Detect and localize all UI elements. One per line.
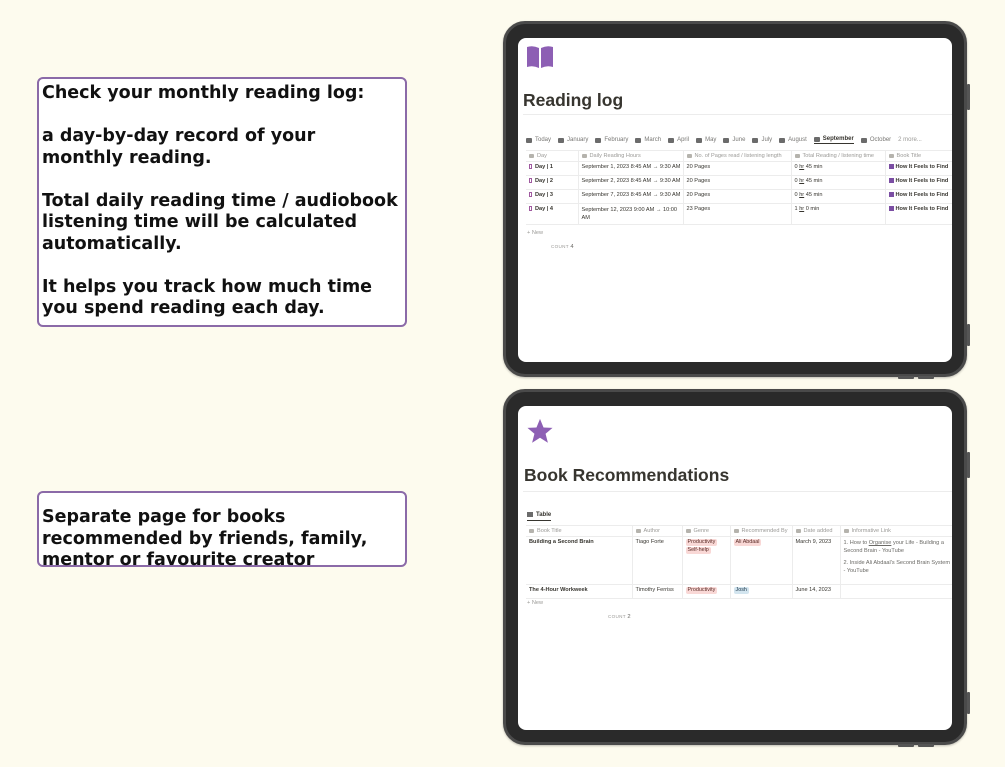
- tablet-bottom-button: [918, 744, 934, 747]
- table-row[interactable]: Building a Second Brain Tiago Forte Productivity Self-help Ali Abdaal March 9, 2023 1. How to Organise your Life - Building a Second Brain - YouTube 2. Inside Ali Abdaal's Second Brain System - YouTube: [526, 537, 952, 585]
- divider: [523, 114, 952, 115]
- tablet-side-button: [967, 692, 970, 714]
- number-icon: [687, 154, 692, 158]
- text-icon: [529, 154, 534, 158]
- tab-july[interactable]: July: [752, 136, 772, 144]
- callout-line: Total daily reading time / audiobook listening time will be calculated automatically.: [42, 190, 398, 254]
- book-icon: [889, 206, 894, 211]
- table-row[interactable]: Day | 3 September 7, 2023 8:45 AM → 9:30 AM 20 Pages 0 hr 45 min How It Feels to Find: [526, 190, 952, 204]
- table-icon: [752, 138, 758, 143]
- table-header-row: [526, 526, 952, 537]
- table-icon: [779, 138, 785, 143]
- person-tag: Josh: [735, 587, 747, 593]
- column-header-total[interactable]: Total Reading / listening time: [791, 151, 885, 162]
- tab-august[interactable]: August: [779, 136, 807, 144]
- tab-more[interactable]: 2 more...: [898, 137, 922, 143]
- tablet-bottom-button: [898, 376, 914, 379]
- tablet-side-button: [967, 324, 970, 346]
- bookmark-icon: [529, 192, 532, 197]
- count-summary: COUNT 2: [608, 614, 631, 620]
- select-icon: [734, 529, 739, 533]
- book-icon: [889, 164, 894, 169]
- column-header-pages[interactable]: No. of Pages read / listening length: [683, 151, 791, 162]
- tab-february[interactable]: February: [595, 136, 628, 144]
- bookmark-icon: [529, 164, 532, 169]
- callout-line: Check your monthly reading log:: [42, 83, 365, 103]
- bookmark-icon: [529, 178, 532, 183]
- column-header-recommended-by[interactable]: Recommended By: [730, 526, 792, 537]
- table-row[interactable]: Day | 2 September 2, 2023 8:45 AM → 9:30 AM 20 Pages 0 hr 45 min How It Feels to Find: [526, 176, 952, 190]
- book-icon: [889, 192, 894, 197]
- tablet-reading-log: [503, 21, 967, 377]
- star-icon: [525, 418, 555, 444]
- reading-log-table: [526, 150, 952, 225]
- calendar-icon: [582, 154, 587, 158]
- recommendations-callout: [37, 491, 407, 570]
- tablet-bottom-button: [918, 376, 934, 379]
- column-header-informative-link[interactable]: Informative Link: [840, 526, 952, 537]
- tab-table[interactable]: Table: [527, 512, 551, 521]
- table-icon: [814, 137, 820, 142]
- tab-today[interactable]: Today: [526, 136, 551, 144]
- table-row[interactable]: The 4-Hour Workweek Timothy Ferriss Productivity Josh June 14, 2023: [526, 585, 952, 599]
- new-row-button[interactable]: + New: [527, 600, 544, 606]
- tab-january[interactable]: January: [558, 136, 588, 144]
- table-icon: [668, 138, 674, 143]
- table-icon: [526, 138, 532, 143]
- link-entry[interactable]: 1. How to Organise your Life - Building a Second Brain - YouTube: [843, 540, 944, 554]
- person-tag: Ali Abdaal: [735, 539, 760, 545]
- column-header-author[interactable]: Author: [632, 526, 682, 537]
- genre-tag: Self-help: [687, 547, 709, 553]
- tablet-side-button: [967, 452, 970, 478]
- formula-icon: [795, 154, 800, 158]
- reading-log-callout: [37, 77, 407, 327]
- calendar-icon: [796, 529, 801, 533]
- callout-line: It helps you track how much time you spend reading each day.: [42, 276, 373, 318]
- tab-june[interactable]: June: [723, 136, 745, 144]
- notion-page-book-recommendations: [518, 406, 952, 730]
- column-header-date-added[interactable]: Date added: [792, 526, 840, 537]
- table-row[interactable]: Day | 4 September 12, 2023 9:00 AM → 10:00 AM 23 Pages 1 hr 0 min How It Feels to Find: [526, 204, 952, 225]
- tag-icon: [686, 529, 691, 533]
- page-title: Reading log: [523, 90, 624, 110]
- column-header-genre[interactable]: Genre: [682, 526, 730, 537]
- divider: [523, 491, 952, 492]
- text-icon: [529, 529, 534, 533]
- tab-september[interactable]: September: [814, 136, 854, 144]
- table-icon: [696, 138, 702, 143]
- link-icon: [844, 529, 849, 533]
- callout-line: Separate page for books recommended by friends, family, mentor or favourite creator: [42, 507, 368, 570]
- notion-page-reading-log: [518, 38, 952, 362]
- tab-october[interactable]: October: [861, 136, 891, 144]
- table-row[interactable]: Day | 1 September 1, 2023 8:45 AM → 9:30 AM 20 Pages 0 hr 45 min How It Feels to Find: [526, 162, 952, 176]
- table-icon: [527, 512, 533, 517]
- column-header-day[interactable]: Day: [526, 151, 578, 162]
- link-entry[interactable]: 2. Inside Ali Abdaal's Second Brain System - YouTube: [843, 560, 950, 574]
- book-recommendations-table: [526, 525, 952, 599]
- table-icon: [635, 138, 641, 143]
- book-icon: [889, 178, 894, 183]
- open-book-icon: [525, 44, 555, 70]
- tab-march[interactable]: March: [635, 136, 661, 144]
- page-title: Book Recommendations: [524, 465, 730, 485]
- column-header-book-title[interactable]: Book Title: [526, 526, 632, 537]
- tablet-bottom-button: [898, 744, 914, 747]
- tablet-side-button: [967, 84, 970, 110]
- pencil-icon: [636, 529, 641, 533]
- callout-line: a day-by-day record of your monthly reading.: [42, 126, 316, 168]
- tablet-book-recommendations: [503, 389, 967, 745]
- table-icon: [861, 138, 867, 143]
- genre-tag: Productivity: [687, 587, 716, 593]
- tab-may[interactable]: May: [696, 136, 716, 144]
- column-header-book[interactable]: Book Title: [885, 151, 952, 162]
- genre-tag: Productivity: [687, 539, 716, 545]
- table-icon: [558, 138, 564, 143]
- tab-april[interactable]: April: [668, 136, 689, 144]
- relation-icon: [889, 154, 894, 158]
- table-icon: [595, 138, 601, 143]
- count-summary: COUNT 4: [551, 244, 574, 250]
- new-row-button[interactable]: + New: [527, 230, 544, 236]
- table-header-row: [526, 151, 952, 162]
- table-icon: [723, 138, 729, 143]
- bookmark-icon: [529, 206, 532, 211]
- column-header-hours[interactable]: Daily Reading Hours: [578, 151, 683, 162]
- month-view-tabs: [526, 136, 922, 144]
